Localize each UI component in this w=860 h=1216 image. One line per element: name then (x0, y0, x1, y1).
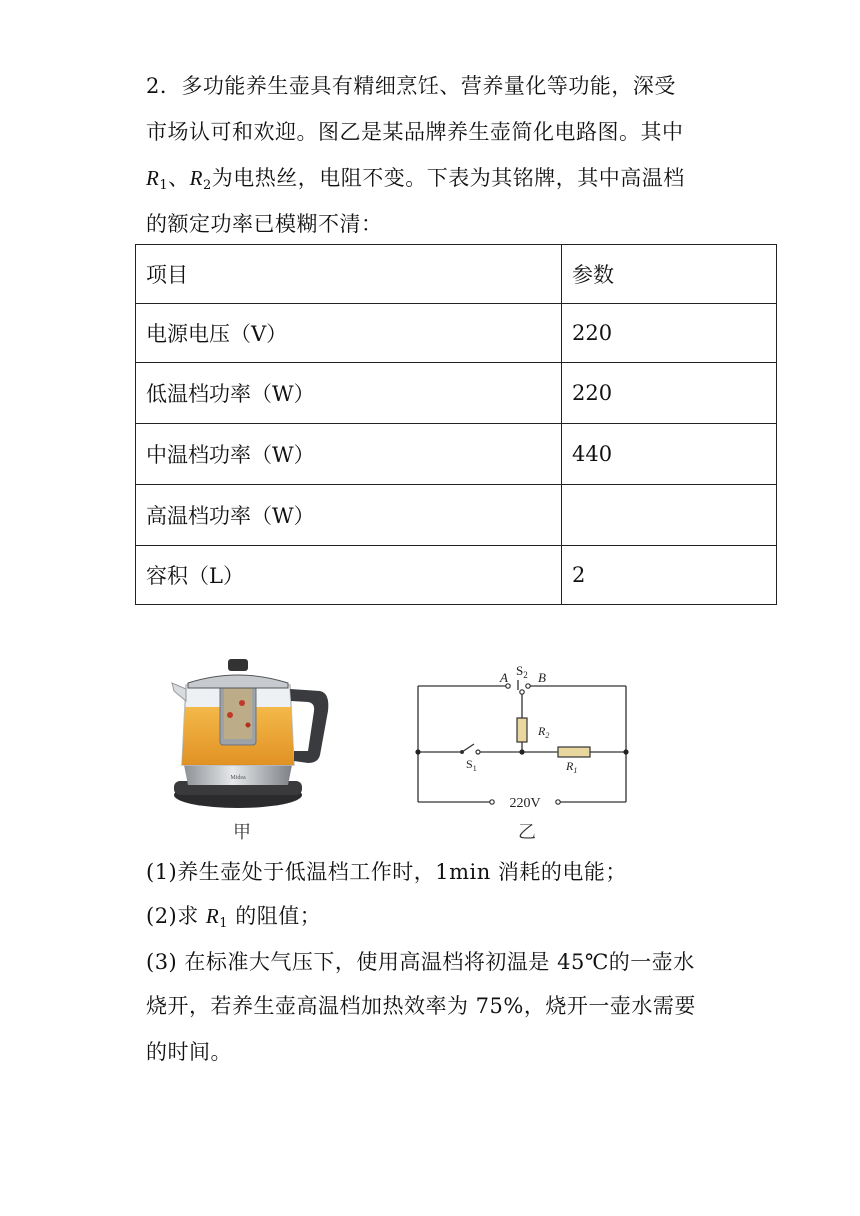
table-cell-value: 220 (562, 363, 777, 424)
separator: 、 (168, 166, 190, 190)
kettle-caption: 甲 (233, 822, 251, 843)
table-row (136, 485, 777, 546)
r1-symbol: R (146, 166, 160, 190)
table-cell-item: 高温档功率（W） (136, 485, 562, 546)
s2-contact (520, 690, 524, 694)
circuit-diagram (410, 660, 640, 810)
table-cell-item: 中温档功率（W） (136, 424, 562, 485)
table-cell-value: 2 (562, 546, 777, 605)
label-r1: $R_1$ (566, 759, 578, 775)
table-header-row (136, 245, 777, 304)
resistor-r2 (517, 718, 527, 742)
sub-question-3-line-1: (3) 在标准大气压下，使用高温档将初温是 45℃的一壶水 (146, 950, 695, 974)
table-cell-value (562, 485, 777, 546)
q2-prefix: (2)求 (146, 904, 206, 928)
q2-r-subscript: 1 (219, 916, 229, 931)
table-cell-item: 电源电压（V） (136, 304, 562, 363)
label-s2: $S_2$ (516, 663, 528, 680)
kettle-figure (168, 655, 338, 815)
table-header-param: 参数 (562, 245, 777, 304)
q2-suffix: 的阻值； (228, 904, 322, 928)
table-row (136, 304, 777, 363)
r2-symbol: R (189, 166, 203, 190)
table-row (136, 424, 777, 485)
table-cell-value: 220 (562, 304, 777, 363)
lid-knob (228, 659, 248, 671)
sub-question-2 (146, 906, 321, 934)
label-s1: $S_1$ (466, 757, 477, 773)
table-row (136, 546, 777, 605)
q2-r-symbol: R (205, 904, 220, 928)
label-r2: $R_2$ (538, 724, 550, 740)
sub-question-1: (1)养生壶处于低温档工作时，1min 消耗的电能； (146, 860, 627, 884)
kettle-brand: Midea (230, 775, 246, 781)
label-b: B (538, 670, 546, 685)
line-3-rest: 为电热丝，电阻不变。下表为其铭牌，其中高温档 (211, 166, 685, 190)
resistor-r1 (558, 747, 590, 757)
kettle-handle (290, 689, 328, 763)
circuit-caption: 乙 (518, 822, 536, 843)
table-cell-item: 容积（L） (136, 546, 562, 605)
question-line-1: 2．多功能养生壶具有精细烹饪、营养量化等功能，深受 (146, 74, 676, 98)
r1-subscript: 1 (159, 178, 169, 193)
question-line-4: 的额定功率已模糊不清： (146, 212, 383, 236)
question-line-2: 市场认可和欢迎。图乙是某品牌养生壶简化电路图。其中 (146, 120, 684, 144)
sub-question-3-line-3: 的时间。 (146, 1040, 232, 1064)
label-voltage: 220V (509, 796, 541, 810)
table-row (136, 363, 777, 424)
table-cell-value: 440 (562, 424, 777, 485)
table-header-item: 项目 (136, 245, 562, 304)
question-line-3 (146, 168, 685, 196)
label-a: A (500, 670, 508, 685)
sub-question-3-line-2: 烧开，若养生壶高温档加热效率为 75%，烧开一壶水需要 (146, 994, 696, 1018)
nameplate-table (135, 244, 777, 605)
table-cell-item: 低温档功率（W） (136, 363, 562, 424)
switch-s1-blade (462, 744, 474, 752)
r2-subscript: 2 (202, 178, 212, 193)
